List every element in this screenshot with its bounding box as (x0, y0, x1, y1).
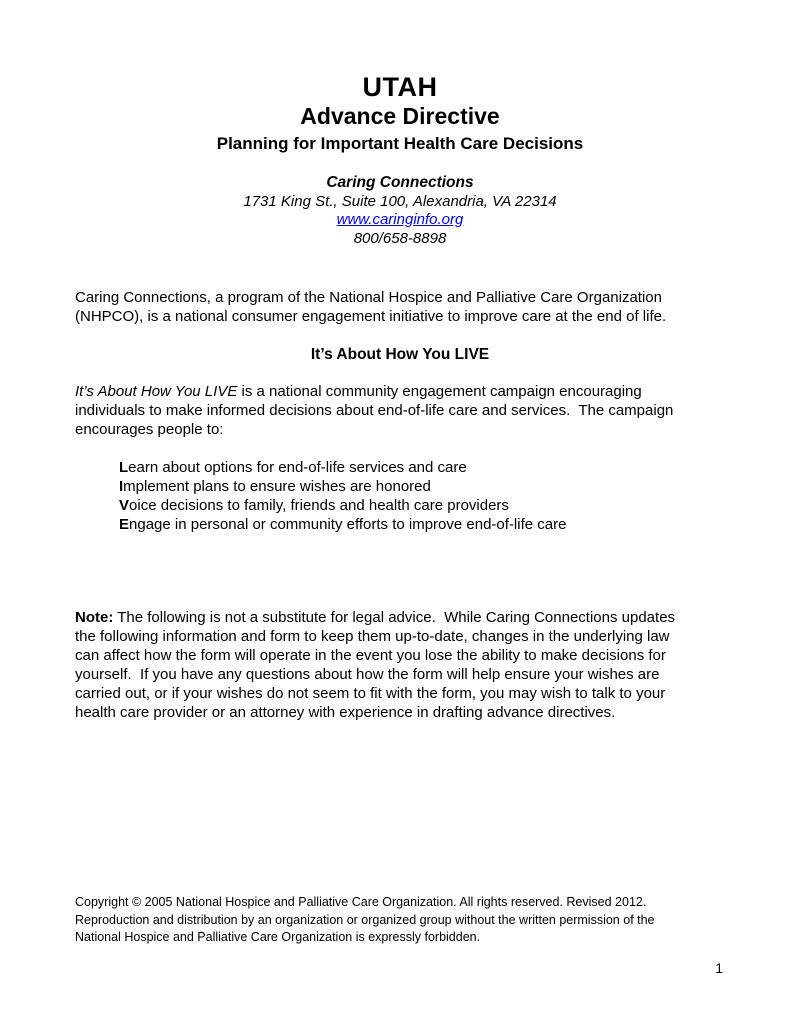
intro-paragraph (75, 288, 725, 326)
org-phone: 800/658-8898 (353, 229, 447, 247)
note-line: health care provider or an attorney with experience in drafting advance directives. (75, 704, 616, 721)
org-contact-block (75, 174, 725, 248)
note-line: the following information and form to keep them up-to-date, changes in the underlying law (75, 628, 670, 645)
page-number: 1 (715, 959, 723, 976)
org-address: 1731 King St., Suite 100, Alexandria, VA 22314 (243, 192, 557, 210)
list-item-lead-letter: I (119, 478, 124, 495)
org-website-link[interactable]: www.caringinfo.org (336, 211, 464, 228)
copyright-block (75, 894, 725, 947)
document-header (75, 72, 725, 156)
campaign-line: encourages people to: (75, 421, 224, 438)
copyright-line: National Hospice and Palliative Care Organization is expressly forbidden. (75, 930, 481, 944)
list-item (119, 515, 725, 534)
document-title: Advance Directive (300, 103, 500, 129)
state-title: UTAH (362, 72, 438, 102)
document-subtitle: Planning for Important Health Care Decisions (216, 134, 584, 153)
intro-line: (NHPCO), is a national consumer engagement initiative to improve care at the end of life. (75, 308, 667, 325)
list-item-text: earn about options for end-of-life services and care (128, 459, 467, 476)
note-line: yourself. If you have any questions about how the form will help ensure your wishes are (75, 666, 660, 683)
legal-note-paragraph (75, 608, 725, 722)
campaign-heading: It’s About How You LIVE (310, 346, 490, 363)
list-item (119, 496, 725, 515)
org-name: Caring Connections (326, 174, 474, 191)
list-item-text: mplement plans to ensure wishes are honored (123, 478, 431, 495)
live-acronym-list (75, 458, 725, 534)
list-item-text: oice decisions to family, friends and health care providers (129, 497, 509, 514)
list-item (119, 477, 725, 496)
campaign-line-rest: is a national community engagement campaign encouraging (237, 383, 642, 400)
list-item-lead-letter: L (119, 459, 129, 476)
list-item-lead-letter: V (119, 497, 130, 514)
org-website-line (75, 211, 725, 230)
list-item-lead-letter: E (119, 516, 130, 533)
note-label: Note: (75, 609, 114, 626)
note-line: can affect how the form will operate in the event you lose the ability to make decisions for (75, 647, 666, 664)
note-line (75, 608, 725, 627)
copyright-line: Reproduction and distribution by an organization or organized group without the written permission of the (75, 912, 655, 927)
note-line-rest: The following is not a substitute for legal advice. While Caring Connections updates (113, 609, 676, 626)
campaign-paragraph (75, 382, 725, 439)
campaign-line (75, 382, 725, 401)
list-item (119, 458, 725, 477)
note-line: carried out, or if your wishes do not seem to fit with the form, you may wish to talk to your (75, 685, 666, 702)
campaign-name-italic: It’s About How You LIVE (75, 383, 238, 400)
copyright-line: Copyright © 2005 National Hospice and Palliative Care Organization. All rights reserved. Revised 2012. (75, 895, 647, 909)
intro-line: Caring Connections, a program of the National Hospice and Palliative Care Organization (75, 289, 662, 306)
campaign-line: individuals to make informed decisions about end-of-life care and services. The campaign (75, 402, 674, 419)
list-item-text: ngage in personal or community efforts to improve end-of-life care (129, 516, 567, 533)
